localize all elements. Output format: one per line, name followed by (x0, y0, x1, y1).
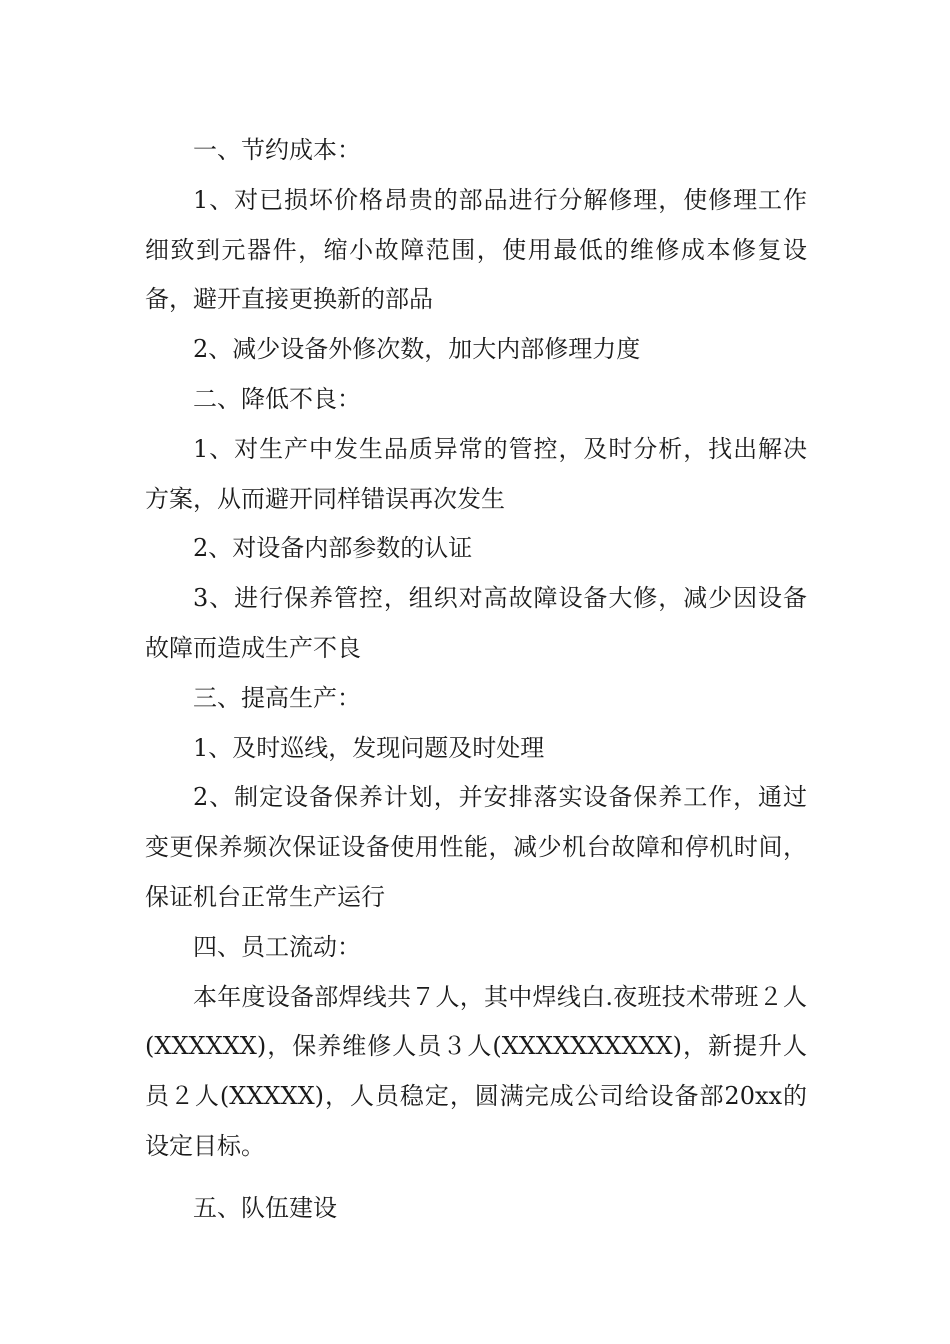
section-heading-staff-turnover: 四、员工流动： (193, 932, 361, 961)
paragraph-production-item-1: 1、及时巡线，发现问题及时处理 (193, 733, 545, 762)
paragraph-production-item-2: 2、制定设备保养计划，并安排落实设备保养工作，通过变更保养频次保证设备使用性能，减少机台故障和停机时间，保证机台正常生产运行 (145, 783, 807, 911)
section-heading-cost-saving: 一、节约成本： (193, 136, 361, 164)
paragraph-staff-summary: 本年度设备部焊线共７人，其中焊线白.夜班技术带班２人(XXXXXX)，保养维修人员３人(XXXXXXXXXX)，新提升人员２人(XXXXX)，人员稳定，圆满完成公司给设备部20xx的设定目标。 (145, 982, 807, 1160)
paragraph-defects-item-3: 3、进行保养管控，组织对高故障设备大修，减少因设备故障而造成生产不良 (145, 584, 807, 662)
paragraph-cost-item-1: 1、对已损坏价格昂贵的部品进行分解修理，使修理工作细致到元器件，缩小故障范围，使用最低的维修成本修复设备，避开直接更换新的部品 (145, 185, 807, 314)
section-heading-team-building: 五、队伍建设 (193, 1193, 337, 1222)
document-body (145, 126, 807, 1234)
paragraph-defects-item-1: 1、对生产中发生品质异常的管控，及时分析，找出解决方案，从而避开同样错误再次发生 (145, 434, 807, 513)
section-heading-reduce-defects: 二、降低不良： (193, 384, 361, 413)
paragraph-defects-item-2: 2、对设备内部参数的认证 (193, 534, 473, 563)
paragraph-cost-item-2: 2、减少设备外修次数，加大内部修理力度 (193, 335, 641, 364)
section-heading-improve-production: 三、提高生产： (193, 683, 361, 712)
